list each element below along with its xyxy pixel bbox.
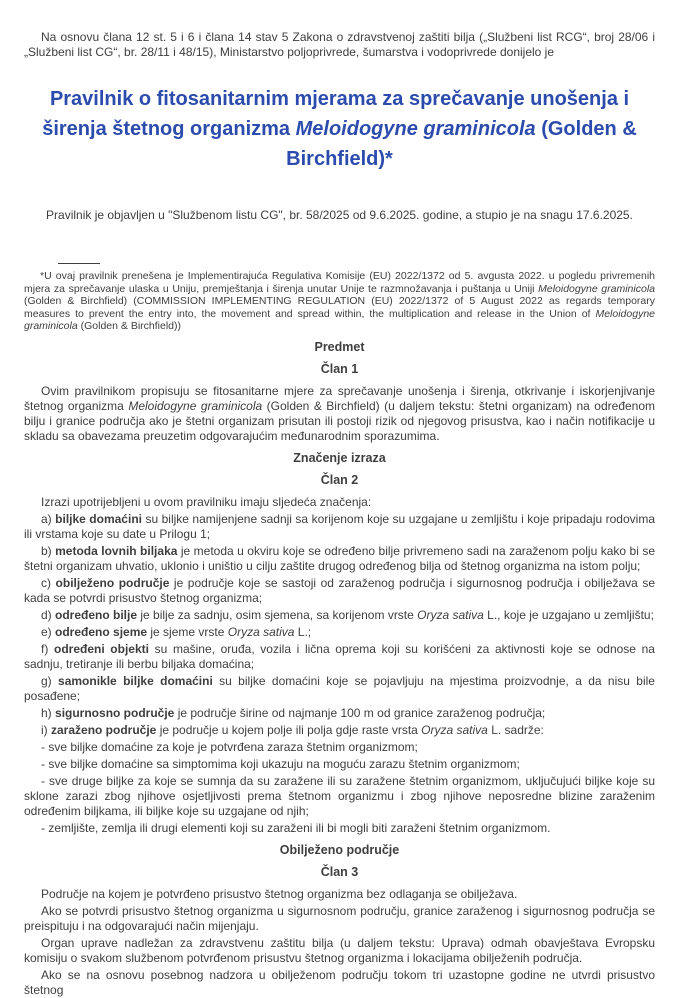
latin-species-name: Meloidogyne graminicola: [128, 398, 263, 413]
defined-term: sigurnosno područje: [55, 705, 175, 720]
defined-term: obilježeno područje: [55, 575, 170, 590]
defined-term: određeno bilje: [55, 607, 138, 622]
definition-item: e) određeno sjeme je sjeme vrste Oryza sativa L.;: [41, 624, 312, 639]
latin-species-name: Oryza sativa: [421, 722, 488, 737]
definition-item: a) biljke domaćini su biljke namijenjene sadnji sa korijenom koje su uzgajane u zemljištu i koje pripadaju rodovima ili vrstama koje su date u Prilogu 1;: [24, 511, 655, 541]
legal-basis-paragraph: Na osnovu člana 12 st. 5 i 6 i člana 14 stav 5 Zakona o zdravstvenoj zaštiti bilja („Službeni list RCG“, broj 28/06 i „Službeni list CG“, br. 28/11 i 48/15), Ministarstvo poljoprivrede, šumarstva i vodoprivrede donijelo je: [24, 30, 655, 59]
publication-note: Pravilnik je objavljen u "Službenom listu CG", br. 58/2025 od 9.6.2025. godine, a stupio je na snagu 17.6.2025.: [46, 208, 633, 222]
section-heading: Obilježeno područje: [279, 842, 400, 857]
section-heading: Predmet: [314, 339, 365, 354]
definition-item: b) metoda lovnih biljaka je metoda u okviru koje se određeno bilje privremeno sadi na zaraženom polju kako bi se štetni organizam uhvatio, uklonio i uništio u cilju zaštite drugog određenog bilja od štetnog organizma na istom polju;: [24, 543, 655, 573]
latin-species-name: Meloidogyne graminicola: [538, 282, 655, 295]
latin-species-name: Meloidogyne graminicola: [24, 307, 655, 332]
definition-item: c) obilježeno područje je područje koje se sastoji od zaraženog područja i sigurnosnog područja i obilježava se kada se potvrdi prisustvo štetnog organizma;: [24, 575, 655, 605]
paragraph: Područje na kojem je potvrđeno prisustvo štetnog organizma bez odlaganja se obilježava.: [41, 886, 518, 901]
paragraph: Izrazi upotrijebljeni u ovom pravilniku imaju sljedeća značenja:: [41, 494, 372, 509]
defined-term: određeno sjeme: [55, 624, 148, 639]
article-heading: Član 2: [320, 472, 359, 487]
hyphen-list-item: - sve biljke domaćine sa simptomima koji ukazuju na moguću zarazu štetnim organizmom;: [41, 756, 520, 771]
defined-term: metoda lovnih biljaka: [55, 543, 178, 558]
defined-term: određeni objekti: [53, 641, 149, 656]
latin-species-name: Oryza sativa: [417, 607, 484, 622]
hyphen-list-item: - sve biljke domaćine za koje je potvrđena zaraza štetnim organizmom;: [41, 739, 418, 754]
footnote-divider: [58, 263, 100, 264]
defined-term: biljke domaćini: [55, 511, 142, 526]
article-heading: Član 1: [320, 361, 359, 376]
defined-term: zaraženo područje: [51, 722, 157, 737]
definition-item: d) određeno bilje je bilje za sadnju, osim sjemena, sa korijenom vrste Oryza sativa L., koje je uzgajano u zemljištu;: [41, 607, 654, 622]
definition-item: h) sigurnosno područje je područje širine od najmanje 100 m od granice zaraženog područja;: [41, 705, 546, 720]
latin-species-name: Meloidogyne graminicola: [295, 118, 536, 140]
paragraph: Organ uprave nadležan za zdravstvenu zaštitu bilja (u daljem tekstu: Uprava) odmah obavještava Evropsku komisiju o svakom službenom potvrđenom prisustvu štetnog organizma i lokacijama obilježenih područja.: [24, 935, 655, 965]
paragraph: Ako se potvrdi prisustvo štetnog organizma u sigurnosnom području, granice zaraženog i sigurnosnog područja se preispituju i na odgovarajući način mijenjaju.: [24, 903, 655, 933]
hyphen-list-item: - sve druge biljke za koje se sumnja da su zaražene ili su zaražene štetnim organizmom, uključujući biljke koje su sklone zarazi zbog njihove osjetljivosti prema štetnom organizmu i zbog njihove neposredne blizine zaraženim određenim biljkama, ili biljke koje su uzgajane od njih;: [24, 773, 655, 818]
footnote-text: *U ovaj pravilnik prenešena je Implementirajuća Regulativa Komisije (EU) 2022/1372 od 5. avgusta 2022. u pogledu privremenih mjera za sprečavanje ulaska u Uniju, premještanja i širenja unutar Unije te razmnožavanja i puštanja u Uniji Meloidogyne graminicola (Golden & Birchfield) (COMMISSION IMPLEMENTING REGULATION (EU) 2022/1372 of 5 August 2022 as regards temporary measures to prevent the entry into, the movement and spread within, the multiplication and release in the Union of Meloidogyne graminicola (Golden & Birchfield)): [24, 270, 655, 332]
hyphen-list-item: - zemljište, zemlja ili drugi elementi koji su zaraženi ili bi mogli biti zaraženi štetnim organizmom.: [41, 820, 551, 835]
definition-item: i) zaraženo područje je područje u kojem polje ili polja gdje raste vrsta Oryza sativa L. sadrže:: [41, 722, 544, 737]
section-heading: Značenje izraza: [293, 450, 386, 465]
definition-item: f) određeni objekti su mašine, oruđa, vozila i lična oprema koji su korišćeni za aktivnosti koje se odnose na sadnju, tretiranje ili berbu biljaka domaćina;: [24, 641, 655, 671]
latin-species-name: Oryza sativa: [227, 624, 295, 639]
paragraph: Ovim pravilnikom propisuju se fitosanitarne mjere za sprečavanje unošenja i širenja, otkrivanje i iskorjenjivanje štetnog organizma Meloidogyne graminicola (Golden & Birchfield) (u daljem tekstu: štetni organizam) na određenom bilju i granice područja ako je štetni organizam prisutan ili postoji rizik od njegovog prisustva, kao i način notifikacije u skladu sa obavezama preuzetim odgovarajućim međunarodnim sporazumima.: [24, 383, 656, 443]
defined-term: samonikle biljke domaćini: [58, 673, 213, 688]
definition-item: g) samonikle biljke domaćini su biljke domaćini koje se pojavljuju na mjestima proizvodnje, a da nisu bile posađene;: [24, 673, 655, 703]
article-heading: Član 3: [320, 864, 359, 879]
document-body: [24, 30, 655, 998]
paragraph: Ako se na osnovu posebnog nadzora u obilježenom području tokom tri uzastopne godine ne utvrdi prisustvo štetnog: [24, 967, 655, 997]
document-title: Pravilnik o fitosanitarnim mjerama za sprečavanje unošenja i širenja štetnog organizma Meloidogyne graminicola (Golden & Birchfield)*: [42, 88, 637, 170]
